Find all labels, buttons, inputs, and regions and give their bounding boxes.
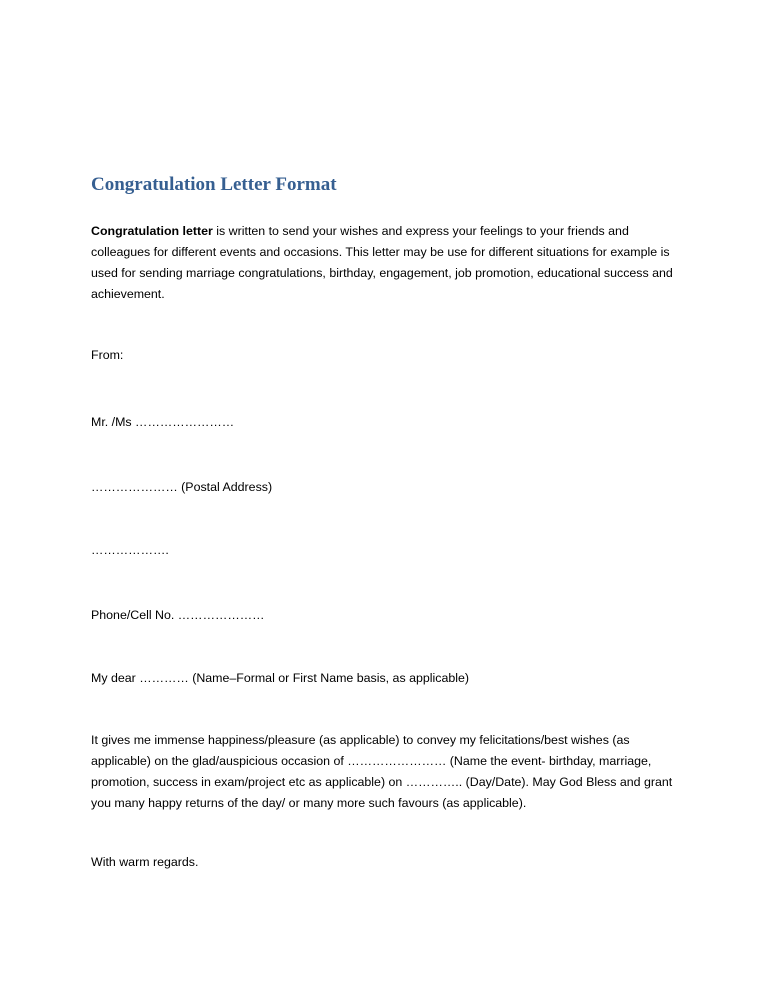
from-label: From: [91, 348, 124, 362]
address-line-2: ………………. [91, 543, 169, 557]
body-paragraph: It gives me immense happiness/pleasure (as applicable) to convey my felicitations/best wishes (as applicable) on the glad/auspicious occasion of …………………… (Name the event- birthday, marriage, promotion, success in exam/project etc as applicable) on ………….. (Day/Date). May God Bless and grant you many happy returns of the day/ or many more such favours (as applicable). [91, 733, 673, 810]
name-line: Mr. /Ms …………………… [91, 415, 235, 429]
closing-line: With warm regards. [91, 855, 199, 869]
intro-bold-lead: Congratulation letter [91, 224, 213, 238]
intro-paragraph [91, 221, 691, 305]
postal-address-line: ………………… (Postal Address) [91, 480, 273, 494]
phone-line: Phone/Cell No. ………………… [91, 608, 265, 622]
document-title: Congratulation Letter Format [91, 174, 337, 195]
intro-text: is written to send your wishes and express your feelings to your friends and colleagues for different events and occasions. This letter may be use for different situations for example is used for sending marriage congratulations, birthday, engagement, job promotion, educational success and achievement. [91, 224, 673, 301]
salutation-line: My dear ………… (Name–Formal or First Name basis, as applicable) [91, 671, 470, 685]
